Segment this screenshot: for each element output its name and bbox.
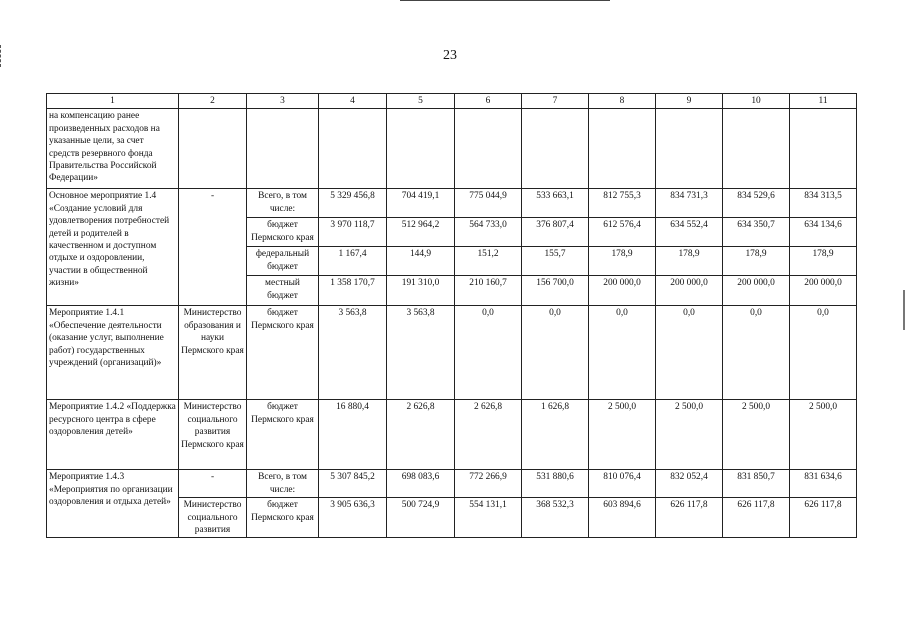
value-cell: 200 000,0 <box>656 276 723 306</box>
value-cell: 0,0 <box>656 306 723 400</box>
value-cell: 603 894,6 <box>589 498 656 538</box>
value-cell: 178,9 <box>723 247 790 276</box>
funding-source: Всего, в том числе: <box>247 470 319 498</box>
column-header: 7 <box>522 94 589 109</box>
table-cell <box>723 109 790 189</box>
value-cell: 831 634,6 <box>790 470 857 498</box>
value-cell: 0,0 <box>455 306 522 400</box>
value-cell: 144,9 <box>387 247 455 276</box>
value-cell: 775 044,9 <box>455 189 522 218</box>
column-header: 4 <box>319 94 387 109</box>
continuation-text: на компенсацию ранее произведенных расходов на указанные цели, за счет средств резервного фонда Правительства Российской Федерации» <box>47 109 179 189</box>
value-cell: 1 626,8 <box>522 400 589 470</box>
column-header: 2 <box>179 94 247 109</box>
column-header-row <box>47 94 857 109</box>
column-header: 1 <box>47 94 179 109</box>
value-cell: 3 563,8 <box>387 306 455 400</box>
budget-table <box>46 93 857 538</box>
value-cell: 1 358 170,7 <box>319 276 387 306</box>
column-header: 5 <box>387 94 455 109</box>
value-cell: 200 000,0 <box>589 276 656 306</box>
value-cell: 16 880,4 <box>319 400 387 470</box>
funding-source: бюджет Пермского края <box>247 218 319 247</box>
table-cell <box>790 109 857 189</box>
table-row <box>47 400 857 470</box>
value-cell: 0,0 <box>522 306 589 400</box>
table-row <box>47 306 857 400</box>
table-cell <box>455 109 522 189</box>
funding-source: федеральный бюджет <box>247 247 319 276</box>
executor: Министерство социального развития <box>179 498 247 538</box>
value-cell: 834 529,6 <box>723 189 790 218</box>
value-cell: 376 807,4 <box>522 218 589 247</box>
table-cell <box>387 109 455 189</box>
value-cell: 531 880,6 <box>522 470 589 498</box>
value-cell: 151,2 <box>455 247 522 276</box>
value-cell: 832 052,4 <box>656 470 723 498</box>
value-cell: 178,9 <box>589 247 656 276</box>
value-cell: 210 160,7 <box>455 276 522 306</box>
column-header: 3 <box>247 94 319 109</box>
table-row <box>47 109 857 189</box>
table-row <box>47 189 857 218</box>
table-cell <box>179 109 247 189</box>
value-cell: 3 563,8 <box>319 306 387 400</box>
executor: Министерство образования и науки Пермского края <box>179 306 247 400</box>
value-cell: 5 329 456,8 <box>319 189 387 218</box>
table-cell <box>589 109 656 189</box>
value-cell: 5 307 845,2 <box>319 470 387 498</box>
value-cell: 2 500,0 <box>656 400 723 470</box>
value-cell: 3 905 636,3 <box>319 498 387 538</box>
value-cell: 810 076,4 <box>589 470 656 498</box>
value-cell: 0,0 <box>790 306 857 400</box>
value-cell: 2 626,8 <box>387 400 455 470</box>
top-edge-line <box>400 0 610 1</box>
activity-name: Мероприятие 1.4.1 «Обеспечение деятельности (оказание услуг, выполнение работ) государственных учреждений (организаций)» <box>47 306 179 400</box>
value-cell: 178,9 <box>656 247 723 276</box>
value-cell: 533 663,1 <box>522 189 589 218</box>
column-header: 6 <box>455 94 522 109</box>
table-cell <box>319 109 387 189</box>
page-number: 23 <box>443 48 457 63</box>
table-cell <box>656 109 723 189</box>
value-cell: 626 117,8 <box>656 498 723 538</box>
value-cell: 368 532,3 <box>522 498 589 538</box>
executor: - <box>179 189 247 306</box>
value-cell: 834 313,5 <box>790 189 857 218</box>
executor: Министерство социального развития Пермского края <box>179 400 247 470</box>
value-cell: 178,9 <box>790 247 857 276</box>
value-cell: 834 731,3 <box>656 189 723 218</box>
table-cell <box>522 109 589 189</box>
funding-source: бюджет Пермского края <box>247 306 319 400</box>
value-cell: 612 576,4 <box>589 218 656 247</box>
column-header: 9 <box>656 94 723 109</box>
value-cell: 3 970 118,7 <box>319 218 387 247</box>
value-cell: 500 724,9 <box>387 498 455 538</box>
table-row <box>47 470 857 498</box>
value-cell: 2 500,0 <box>589 400 656 470</box>
activity-name: Мероприятие 1.4.3 «Мероприятия по организации оздоровления и отдыха детей» <box>47 470 179 538</box>
value-cell: 156 700,0 <box>522 276 589 306</box>
table-cell <box>247 109 319 189</box>
value-cell: 2 500,0 <box>790 400 857 470</box>
value-cell: 772 266,9 <box>455 470 522 498</box>
left-edge-mark <box>0 45 4 67</box>
activity-name: Мероприятие 1.4.2 «Поддержка ресурсного центра в сфере оздоровления детей» <box>47 400 179 470</box>
funding-source: местный бюджет <box>247 276 319 306</box>
value-cell: 704 419,1 <box>387 189 455 218</box>
value-cell: 2 626,8 <box>455 400 522 470</box>
value-cell: 2 500,0 <box>723 400 790 470</box>
value-cell: 200 000,0 <box>790 276 857 306</box>
activity-name: Основное мероприятие 1.4 «Создание условий для удовлетворения потребностей детей и родителей в качественном и доступном отдыхе и оздоровлении, участии в общественной жизни» <box>47 189 179 306</box>
value-cell: 0,0 <box>723 306 790 400</box>
value-cell: 1 167,4 <box>319 247 387 276</box>
column-header: 11 <box>790 94 857 109</box>
value-cell: 698 083,6 <box>387 470 455 498</box>
column-header: 8 <box>589 94 656 109</box>
value-cell: 831 850,7 <box>723 470 790 498</box>
value-cell: 812 755,3 <box>589 189 656 218</box>
column-header: 10 <box>723 94 790 109</box>
funding-source: Всего, в том числе: <box>247 189 319 218</box>
funding-source: бюджет Пермского края <box>247 498 319 538</box>
funding-source: бюджет Пермского края <box>247 400 319 470</box>
value-cell: 634 134,6 <box>790 218 857 247</box>
value-cell: 634 552,4 <box>656 218 723 247</box>
value-cell: 554 131,1 <box>455 498 522 538</box>
value-cell: 512 964,2 <box>387 218 455 247</box>
value-cell: 200 000,0 <box>723 276 790 306</box>
value-cell: 155,7 <box>522 247 589 276</box>
value-cell: 564 733,0 <box>455 218 522 247</box>
value-cell: 626 117,8 <box>790 498 857 538</box>
executor: - <box>179 470 247 498</box>
value-cell: 0,0 <box>589 306 656 400</box>
value-cell: 634 350,7 <box>723 218 790 247</box>
value-cell: 191 310,0 <box>387 276 455 306</box>
value-cell: 626 117,8 <box>723 498 790 538</box>
